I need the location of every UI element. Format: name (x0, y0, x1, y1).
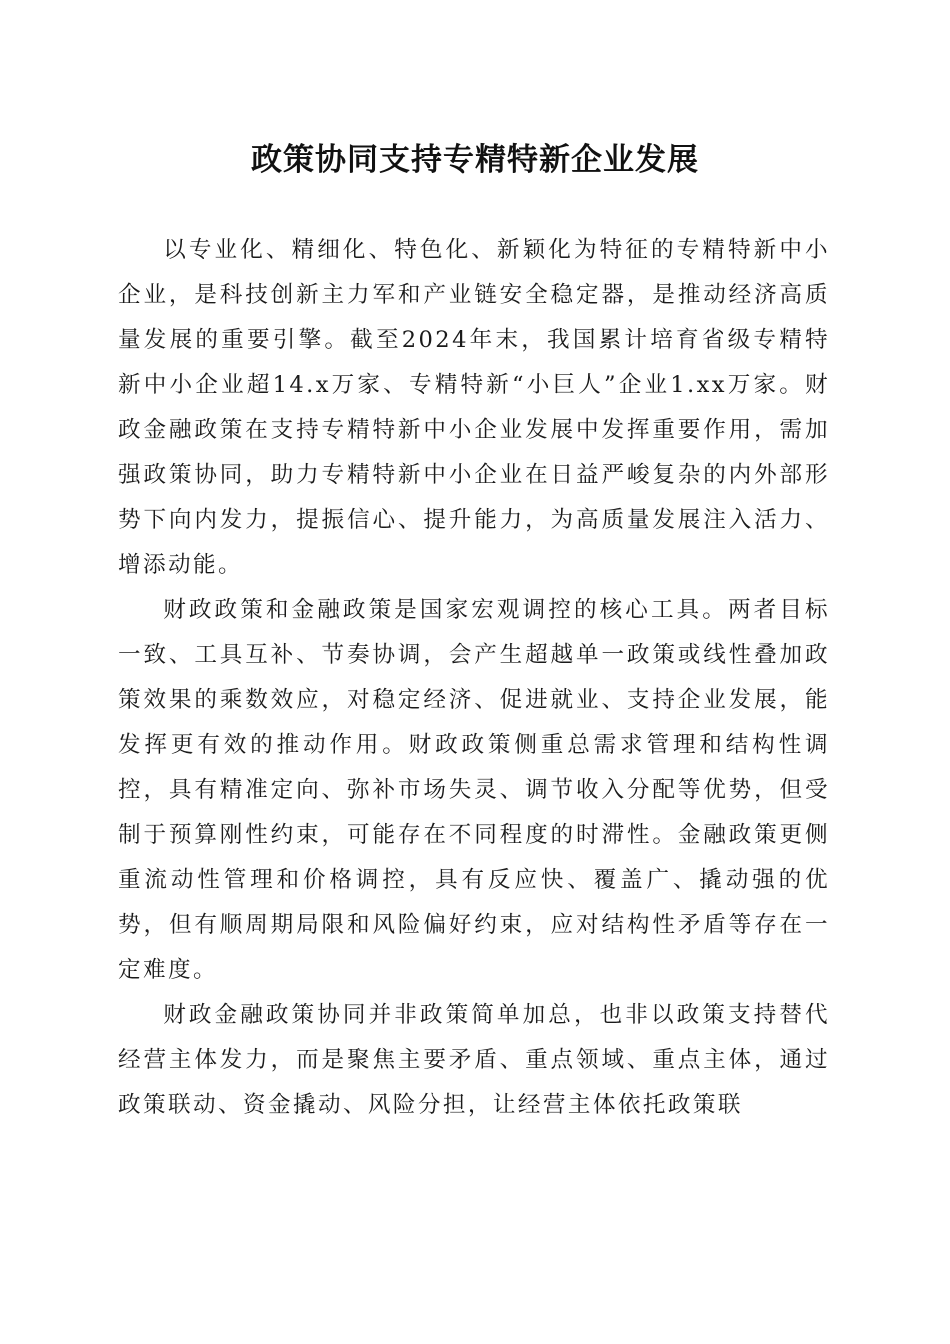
paragraph-1: 以专业化、精细化、特色化、新颖化为特征的专精特新中小企业，是科技创新主力军和产业链安全稳定器，是推动经济高质量发展的重要引擎。截至2024年末，我国累计培育省级专精特新中小企业超14.x万家、专精特新“小巨人”企业1.xx万家。财政金融政策在支持专精特新中小企业发展中发挥重要作用，需加强政策协同，助力专精特新中小企业在日益严峻复杂的内外部形势下向内发力，提振信心、提升能力，为高质量发展注入活力、增添动能。 (118, 237, 830, 578)
document-title: 政策协同支持专精特新企业发展 (251, 142, 699, 178)
paragraph-3: 财政金融政策协同并非政策简单加总，也非以政策支持替代经营主体发力，而是聚焦主要矛盾、重点领域、重点主体，通过政策联动、资金撬动、风险分担，让经营主体依托政策联 (118, 1002, 830, 1118)
paragraph-2: 财政政策和金融政策是国家宏观调控的核心工具。两者目标一致、工具互补、节奏协调，会产生超越单一政策或线性叠加政策效果的乘数效应，对稳定经济、促进就业、支持企业发展，能发挥更有效的推动作用。财政政策侧重总需求管理和结构性调控，具有精准定向、弥补市场失灵、调节收入分配等优势，但受制于预算刚性约束，可能存在不同程度的时滞性。金融政策更侧重流动性管理和价格调控，具有反应快、覆盖广、撬动强的优势，但有顺周期局限和风险偏好约束，应对结构性矛盾等存在一定难度。 (118, 597, 830, 983)
document-body (118, 228, 830, 1128)
